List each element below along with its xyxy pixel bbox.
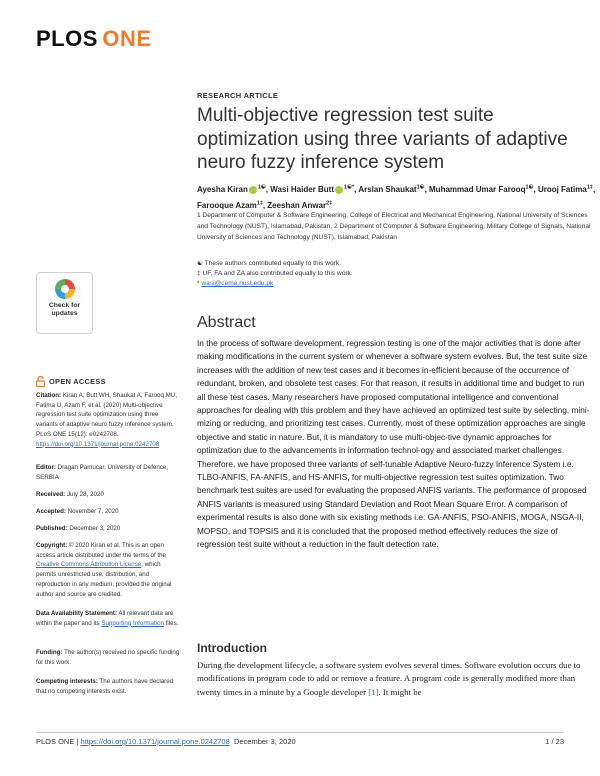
abstract-heading: Abstract xyxy=(197,314,256,331)
competing-interests-label: Competing interests: xyxy=(36,678,98,685)
open-access xyxy=(36,376,106,387)
received-block xyxy=(36,490,181,500)
data-availability-block xyxy=(36,609,181,628)
copyright-block xyxy=(36,541,181,599)
author-item xyxy=(267,201,332,210)
citation-text: Kiran A, Butt WH, Shaukat A, Farooq MU, Fatima U, Azam F, et al. (2020) Multi-objective regression test suite optimization using three variants of adaptive neuro fuzzy inference system. PLoS ONE 15(12): e0242708. xyxy=(36,392,177,438)
copyright-text-end: , which permits unrestricted use, distribution, and reproduction in any medium, provided the original author and source are credited. xyxy=(36,561,172,598)
abstract-text: In the process of software development, regression testing is one of the major activities that is done after making modifications in the current system or whenever a software system evolves. But, the test suite size increases with the addition of new test cases and it becomes in-efficient because of the occurrence of redundant, broken, and obsolete test cases. For that reason, it results in additional time and budget to run all these test cases. Many researchers have proposed computational intelligence and conventional approaches for dealing with this problem and they have achieved an optimized test suite by selecting, mini-mizing or reducing, and prioritizing test cases. Currently, most of these optimization approaches are single objective and static in nature. But, it is mandatory to use multi-objec-tive dynamic approaches for optimization due to the advancements in information technol-ogy and associated market challenges. Therefore, we have proposed three variants of self-tunable Adaptive Neuro-fuzzy Inference System i.e. TLBO-ANFIS, FA-ANFIS, and HS-ANFIS, for multi-objective regression test suites optimization. Two benchmark test suites are used for evaluating the proposed ANFIS variants. The performance of proposed ANFIS variants is measured using Standard Deviation and Root Mean Square Error. A comparison of experimental results is also done with six existing methods i.e. GA-ANFIS, PSO-ANFIS, MOGA, NSGA-II, MOPSO, and TOPSIS and it is concluded that the proposed method effectively reduces the size of regression test suite without a reduction in the fault detection rate. xyxy=(197,338,590,550)
open-access-label: OPEN ACCESS xyxy=(49,377,106,386)
author-item xyxy=(270,185,358,194)
author-name: Ayesha Kiran xyxy=(197,184,248,194)
open-lock-icon xyxy=(36,376,45,387)
author-affiliation-marks: 1☯ xyxy=(525,184,534,190)
funding-block xyxy=(36,648,181,667)
check-updates-label: Check for updates xyxy=(48,302,81,317)
article-title: Multi-objective regression test suite optimization using three variants of adaptive neuro fuzzy inference system xyxy=(197,105,568,173)
author-item xyxy=(538,185,595,194)
author-affiliation-marks: 1☯* xyxy=(344,184,355,190)
article-type: RESEARCH ARTICLE xyxy=(197,91,279,100)
footer-date: December 3, 2020 xyxy=(233,737,296,746)
journal-logo xyxy=(36,26,152,52)
editor-block xyxy=(36,463,181,482)
received-date: July 28, 2020 xyxy=(65,491,104,498)
author-name: Wasi Haider Butt xyxy=(270,184,335,194)
author-item xyxy=(197,201,267,210)
author-affiliation-marks: 1☯ xyxy=(416,184,425,190)
competing-interests-text: The authors have declared that no competing interests exist. xyxy=(36,678,174,695)
corresponding-email-link[interactable]: wasi@ceme.nust.edu.pk xyxy=(201,280,274,287)
note-corresponding xyxy=(197,279,592,289)
editor-text: Dragan Pamucar, University of Defence, SERBIA xyxy=(36,464,169,481)
supporting-info-link[interactable]: Supporting Information xyxy=(101,619,164,627)
author-name: Farooque Azam xyxy=(197,201,257,211)
author-separator: , xyxy=(262,201,268,211)
author-affiliation-marks: 1‡ xyxy=(256,200,263,207)
footer-journal: PLOS ONE xyxy=(36,737,75,746)
author-name: Urooj Fatima xyxy=(537,184,587,194)
author-separator: , xyxy=(265,184,271,194)
author-item xyxy=(197,185,270,194)
data-availability-label: Data Availability Statement: xyxy=(36,610,118,617)
data-availability-text: All relevant data are within the paper and its xyxy=(36,610,174,627)
received-label: Received: xyxy=(36,491,66,498)
accepted-label: Accepted: xyxy=(36,508,66,515)
editor-label: Editor: xyxy=(36,464,56,471)
competing-interests-block xyxy=(36,677,181,696)
orcid-icon[interactable] xyxy=(335,186,343,194)
funding-text: The author(s) received no specific funding for this work. xyxy=(36,649,180,666)
introduction-body: During the development lifecycle, a software system evolves several times. Software evolution occurs due to modifications in program code to add or remove a feature. A program code is generally modified more than twenty times in a minute by a Google developer xyxy=(197,660,581,697)
author-item xyxy=(429,185,538,194)
logo-one: ONE xyxy=(102,26,152,51)
author-separator: , xyxy=(592,184,596,194)
footer-doi-link[interactable]: https://doi.org/10.1371/journal.pone.0242708 xyxy=(80,737,230,746)
author-separator: , xyxy=(533,184,538,194)
accepted-block xyxy=(36,507,181,517)
data-availability-end: files. xyxy=(163,619,179,627)
page-number: 1 / 23 xyxy=(545,737,564,746)
author-notes xyxy=(197,259,592,289)
footer-rule xyxy=(36,732,564,733)
copyright-text: © 2020 Kiran et al. This is an open access article distributed under the terms of the xyxy=(36,542,167,559)
footer-separator: | xyxy=(74,737,81,746)
affiliations: 1 Department of Computer & Software Engineering, College of Electrical and Mechanical Engineering, National University of Sciences and Technology (NUST), Islamabad, Pakistan, 2 Department of Computer & Software Engineering, Military College of Signals, National University of Sciences and Technology (NUST), Islamabad, Pakistan xyxy=(197,212,591,241)
published-date: December 3, 2020 xyxy=(67,525,121,532)
license-link[interactable]: Creative Commons Attribution License xyxy=(36,561,142,569)
funding-label: Funding: xyxy=(36,649,63,656)
author-name: Muhammad Umar Farooq xyxy=(429,184,526,194)
logo-plos: PLOS xyxy=(36,26,98,51)
author-affiliation-marks: 2‡ xyxy=(326,200,333,207)
author-name: Zeeshan Anwar xyxy=(267,201,327,211)
check-updates-icon xyxy=(54,278,76,300)
author-affiliation-marks: 1‡ xyxy=(586,184,593,190)
citation-label: Citation: xyxy=(36,392,62,399)
published-label: Published: xyxy=(36,525,68,532)
introduction-heading: Introduction xyxy=(197,641,267,655)
introduction-body-end: . It might be xyxy=(378,686,422,697)
reference-link[interactable]: [1] xyxy=(368,686,379,697)
introduction-text xyxy=(197,659,594,699)
author-item xyxy=(358,185,429,194)
copyright-label: Copyright: xyxy=(36,542,68,549)
author-name: Arslan Shaukat xyxy=(358,184,417,194)
author-separator: , xyxy=(424,184,430,194)
citation-doi-link[interactable]: https://doi.org/10.1371/journal.pone.0242708 xyxy=(36,440,160,448)
note-equal-contribution: ☯ These authors contributed equally to this work. xyxy=(197,260,341,267)
author-affiliation-marks: 1☯ xyxy=(257,184,266,190)
author-list xyxy=(197,180,597,213)
citation-block xyxy=(36,391,181,449)
accepted-date: November 7, 2020 xyxy=(65,508,119,515)
published-block xyxy=(36,524,181,534)
footer-left xyxy=(36,737,296,746)
author-separator: , xyxy=(354,184,359,194)
note-also-contributed: ‡ UF, FA and ZA also contributed equally to this work. xyxy=(197,270,353,277)
star-mark: * xyxy=(197,280,202,287)
orcid-icon[interactable] xyxy=(249,186,257,194)
check-for-updates-badge[interactable] xyxy=(36,272,93,334)
